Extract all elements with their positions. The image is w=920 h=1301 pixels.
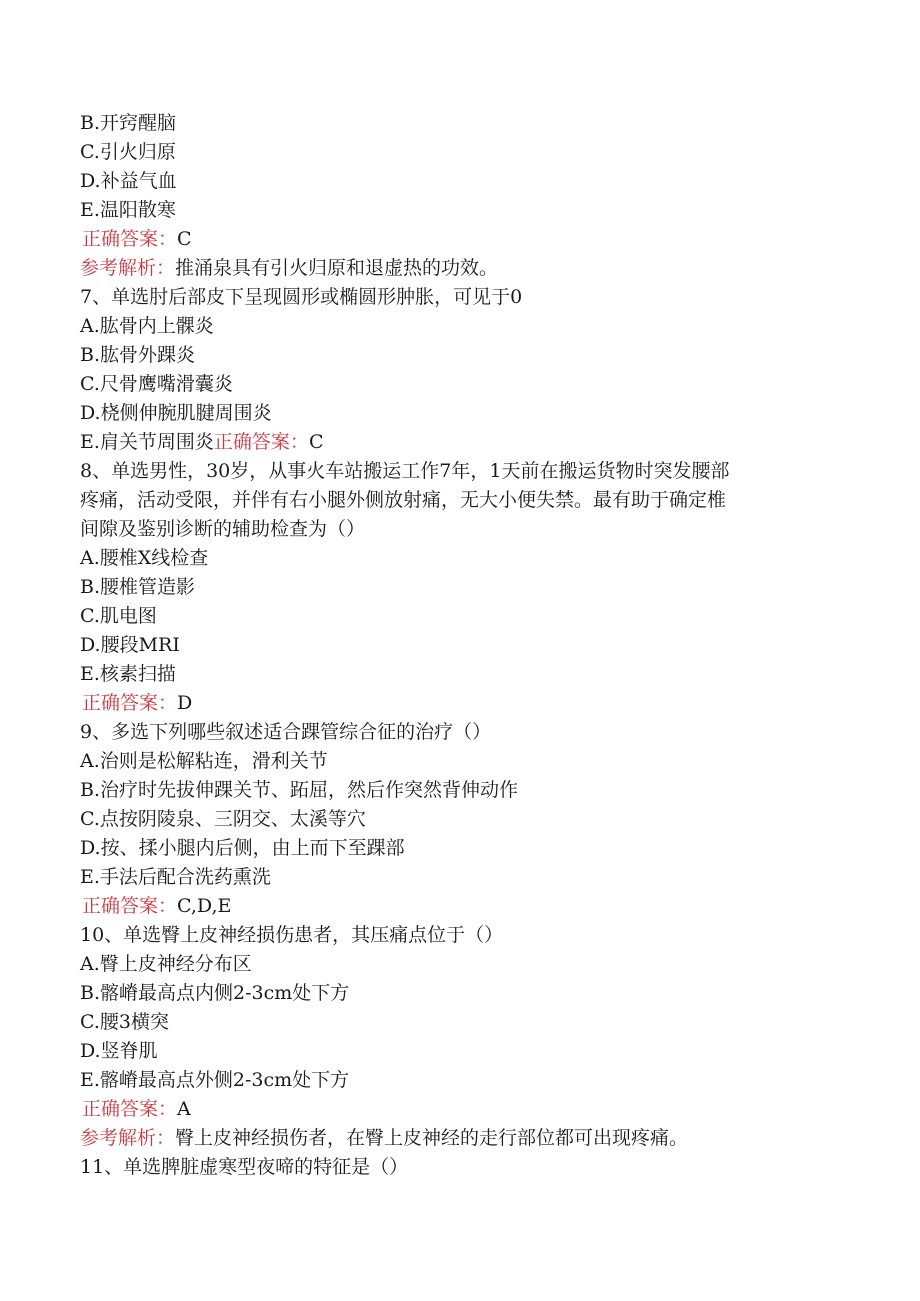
question-7 [80,283,860,457]
option-d: D.竖脊肌 [80,1040,158,1062]
option-a: A.肱骨内上髁炎 [80,315,214,337]
option-b: B.肱骨外踝炎 [80,344,196,366]
explanation [80,1124,860,1153]
explanation-label: 参考解析： [80,257,176,279]
question-6 [80,109,860,283]
explanation-text: 推涌泉具有引火归原和退虚热的功效。 [175,257,499,279]
option-c: C.引火归原 [80,141,176,163]
correct-answer-label: 正确答案： [82,692,178,714]
question-11 [80,1153,860,1182]
document-page [80,109,860,1182]
option-b: B.治疗时先拔伸踝关节、跖屈，然后作突然背伸动作 [80,779,519,801]
option-a: A.臀上皮神经分布区 [80,953,252,975]
correct-answer [80,689,860,718]
option-e-with-answer [80,428,860,457]
option-e: E.手法后配合洗药熏洗 [80,866,271,888]
option-b: B.腰椎管造影 [80,576,196,598]
correct-answer-label: 正确答案： [82,228,178,250]
option-e: E.温阳散寒 [80,199,176,221]
option-a: A.治则是松解粘连，滑利关节 [80,750,328,772]
option-b: B.开窍醒脑 [80,112,177,134]
correct-answer-label: 正确答案： [82,895,178,917]
explanation-text: 臀上皮神经损伤者，在臀上皮神经的走行部位都可出现疼痛。 [175,1127,689,1149]
correct-answer-value: C,D,E [177,895,232,917]
question-stem: 7、单选肘后部皮下呈现圆形或椭圆形肿胀，可见于0 [80,286,523,308]
option-d: D.腰段MRI [80,634,180,656]
question-9 [80,718,860,921]
question-stem: 9、多选下列哪些叙述适合踝管综合征的治疗（） [80,721,492,743]
option-e: E.核素扫描 [80,663,176,685]
correct-answer-label: 正确答案： [213,431,309,453]
option-e: E.肩关节周围炎 [80,431,214,453]
correct-answer-label: 正确答案： [82,1098,178,1120]
question-stem: 11、单选脾脏虚寒型夜啼的特征是（） [80,1156,409,1178]
option-b: B.髂嵴最高点内侧2-3cm处下方 [80,982,350,1004]
option-d: D.桡侧伸腕肌腱周围炎 [80,402,272,424]
option-c: C.尺骨鹰嘴滑囊炎 [80,373,233,395]
correct-answer-value: C [308,431,324,453]
question-stem-line-3: 间隙及鉴别诊断的辅助检查为（） [80,518,366,540]
question-stem-line-1: 8、单选男性，30岁，从事火车站搬运工作7年，1天前在搬运货物时突发腰部 [80,460,730,482]
option-d: D.补益气血 [80,170,177,192]
question-8 [80,457,860,718]
correct-answer [80,225,860,254]
correct-answer-value: A [177,1098,191,1120]
option-e: E.髂嵴最高点外侧2-3cm处下方 [80,1069,350,1091]
question-stem: 10、单选臀上皮神经损伤患者，其压痛点位于（） [80,924,504,946]
option-c: C.点按阴陵泉、三阴交、太溪等穴 [80,808,366,830]
correct-answer [80,1095,860,1124]
question-10 [80,921,860,1153]
correct-answer-value: C [177,228,192,250]
option-c: C.肌电图 [80,605,157,627]
correct-answer-value: D [177,692,193,714]
correct-answer [80,892,860,921]
option-d: D.按、揉小腿内后侧，由上而下至踝部 [80,837,405,859]
option-a: A.腰椎X线检查 [80,547,209,569]
explanation-label: 参考解析： [80,1127,176,1149]
option-c: C.腰3横突 [80,1011,169,1033]
question-stem-line-2: 疼痛，活动受限，并伴有右小腿外侧放射痛，无大小便失禁。最有助于确定椎 [80,489,727,511]
explanation [80,254,860,283]
